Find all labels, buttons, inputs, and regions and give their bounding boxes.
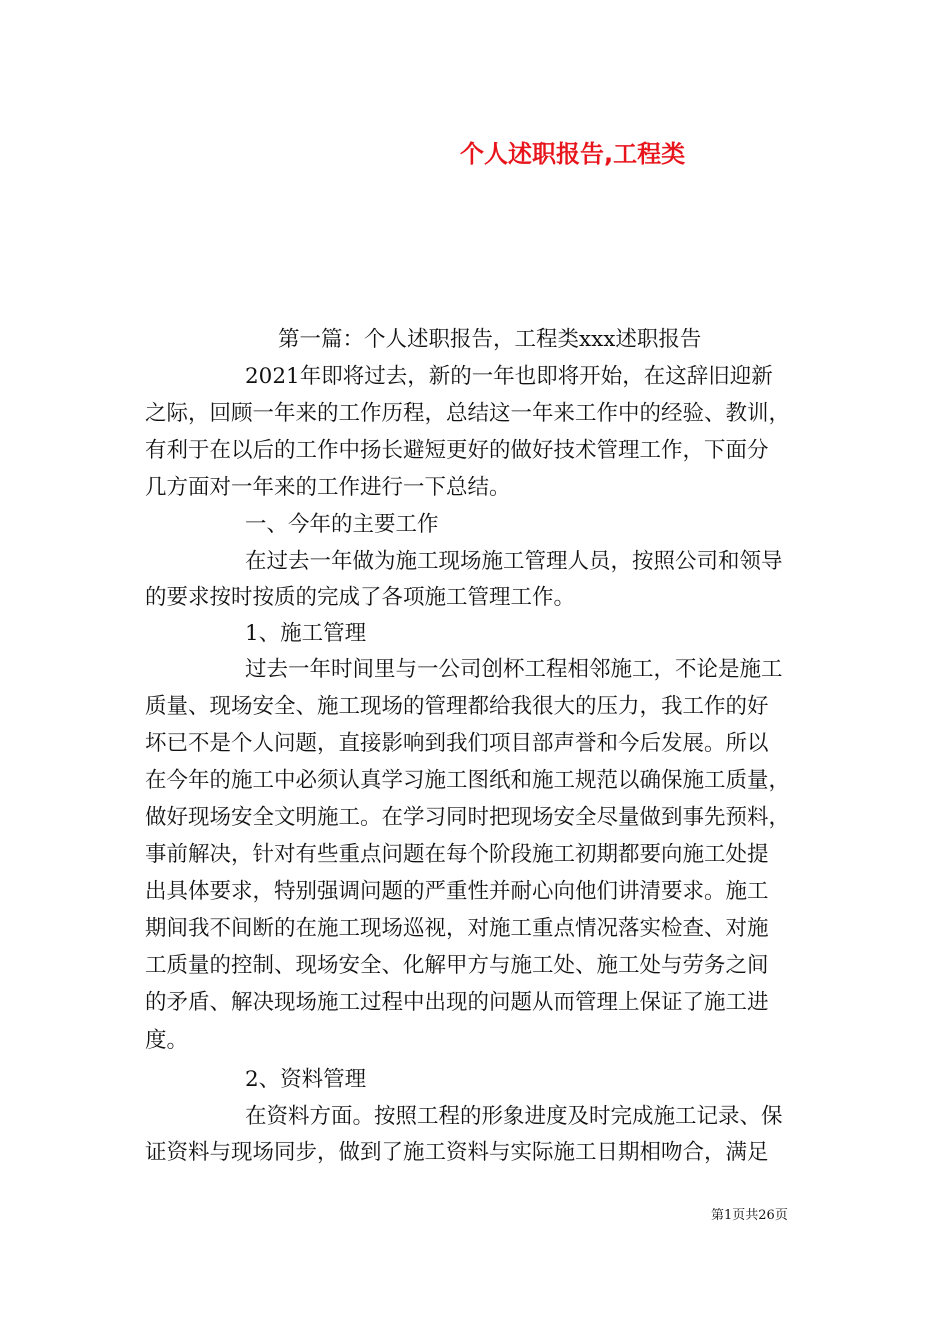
paragraph-line: 在今年的施工中必须认真学习施工图纸和施工规范以确保施工质量， [145,768,791,793]
paragraph-line: 的矛盾、解决现场施工过程中出现的问题从而管理上保证了施工进 [145,990,769,1015]
paragraph-line: 过去一年时间里与一公司创杯工程相邻施工，不论是施工 [245,657,783,682]
paragraph-line: 工质量的控制、现场安全、化解甲方与施工处、施工处与劳务之间 [145,953,769,978]
paragraph-line: 证资料与现场同步，做到了施工资料与实际施工日期相吻合，满足 [145,1140,769,1165]
paragraph-line: 有利于在以后的工作中扬长避短更好的做好技术管理工作，下面分 [145,438,769,463]
section-heading: 第一篇：个人述职报告，工程类xxx述职报告 [278,327,702,352]
subheading: 一、今年的主要工作 [245,512,439,537]
paragraph-line: 在过去一年做为施工现场施工管理人员，按照公司和领导 [245,549,783,574]
subheading: 2、资料管理 [245,1067,367,1092]
paragraph-line: 做好现场安全文明施工。在学习同时把现场安全尽量做到事先预料， [145,805,791,830]
paragraph-line: 几方面对一年来的工作进行一下总结。 [145,475,511,500]
subheading: 1、施工管理 [245,621,367,646]
paragraph-line: 期间我不间断的在施工现场巡视，对施工重点情况落实检查、对施 [145,916,769,941]
paragraph-line: 出具体要求，特别强调问题的严重性并耐心向他们讲清要求。施工 [145,879,769,904]
paragraph-line: 的要求按时按质的完成了各项施工管理工作。 [145,585,576,610]
paragraph-line: 2021年即将过去，新的一年也即将开始，在这辞旧迎新 [245,364,773,389]
paragraph-line: 之际，回顾一年来的工作历程，总结这一年来工作中的经验、教训， [145,401,791,426]
paragraph-line: 质量、现场安全、施工现场的管理都给我很大的压力，我工作的好 [145,694,769,719]
paragraph-line: 度。 [145,1028,189,1053]
paragraph-line: 在资料方面。按照工程的形象进度及时完成施工记录、保 [245,1104,783,1129]
document-title: 个人述职报告,工程类 [460,140,686,168]
page-number: 第1页共26页 [711,1208,788,1223]
paragraph-line: 坏已不是个人问题，直接影响到我们项目部声誉和今后发展。所以 [145,731,769,756]
paragraph-line: 事前解决，针对有些重点问题在每个阶段施工初期都要向施工处提 [145,842,769,867]
